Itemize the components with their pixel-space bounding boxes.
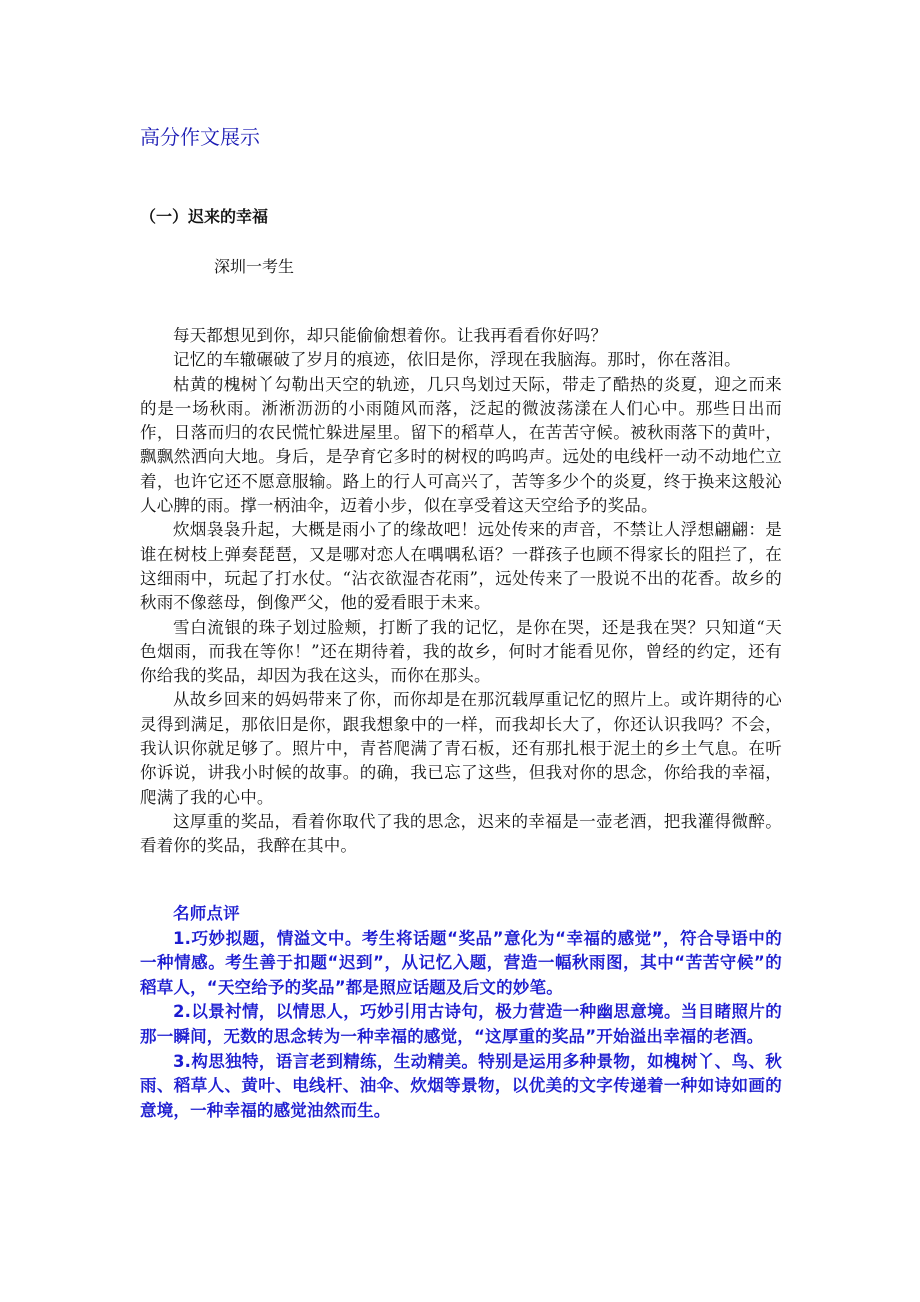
essay-paragraph-4: 炊烟袅袅升起，大概是雨小了的缘故吧！远处传来的声音，不禁让人浮想翩翩：是谁在树枝上弹奏琵琶，又是哪对恋人在喁喁私语？一群孩子也顾不得家长的阻拦了，在这细雨中，玩起了打水仗。“沾衣欲湿杏花雨”，远处传来了一股说不出的花香。故乡的秋雨不像慈母，倒像严父，他的爱看眼于未来。: [140, 520, 782, 613]
comment-point-1: 1.巧妙拟题，情溢文中。考生将话题“奖品”意化为“幸福的感觉”，符合导语中的一种情感。考生善于扣题“迟到”，从记忆入题，营造一幅秋雨图，其中“苦苦守候”的稻草人，“天空给予的奖品”都是照应话题及后文的妙笔。: [140, 928, 782, 997]
comment-point-2: 2.以景衬情，以情思人，巧妙引用古诗句，极力营造一种幽思意境。当目睹照片的那一瞬间，无数的思念转为一种幸福的感觉，“这厚重的奖品”开始溢出幸福的老酒。: [140, 1002, 782, 1046]
essay-paragraph-2: 记忆的车辙碾破了岁月的痕迹，依旧是你，浮现在我脑海。那时，你在落泪。: [173, 350, 741, 370]
essay-title: （一）迟来的幸福: [140, 207, 269, 226]
essay-paragraph-5: 雪白流银的珠子划过脸颊，打断了我的记忆，是你在哭，还是我在哭？只知道“天色烟雨，而我在等你！”还在期待着，我的故乡，何时才能看见你，曾经的约定，还有你给我的奖品，却因为我在这头，而你在那头。: [140, 617, 782, 686]
comment-point-3: 3.构思独特，语言老到精练，生动精美。特别是运用多种景物，如槐树丫、鸟、秋雨、稻草人、黄叶、电线杆、油伞、炊烟等景物，以优美的文字传递着一种如诗如画的意境，一种幸福的感觉油然而生。: [140, 1051, 782, 1120]
essay-paragraph-1: 每天都想见到你，却只能偷偷想着你。让我再看看你好吗？: [173, 326, 608, 345]
essay-paragraph-3: 枯黄的槐树丫勾勒出天空的轨迹，几只鸟划过天际，带走了酷热的炎夏，迎之而来的是一场秋雨。淅淅沥沥的小雨随风而落，泛起的微波荡漾在人们心中。那些日出而作，日落而归的农民慌忙躲进屋里。留下的稻草人，在苦苦守候。被秋雨落下的黄叶，飘飘然洒向大地。身后，是孕育它多时的树杈的呜呜声。远处的电线杆一动不动地伫立着，也许它还不愿意服输。路上的行人可高兴了，苦等多少个的炎夏，终于换来这般沁人心脾的雨。撑一柄油伞，迈着小步，似在享受着这天空给予的奖品。: [140, 374, 782, 516]
essay-paragraph-6: 从故乡回来的妈妈带来了你，而你却是在那沉载厚重记忆的照片上。或许期待的心灵得到满足，那依旧是你，跟我想象中的一样，而我却长大了，你还认识我吗？不会，我认识你就足够了。照片中，青苔爬满了青石板，还有那扎根于泥土的乡土气息。在听你诉说，讲我小时候的故事。的确，我已忘了这些，但我对你的思念，你给我的幸福，爬满了我的心中。: [140, 690, 782, 807]
comment-heading: 名师点评: [173, 904, 240, 923]
essay-author: 深圳一考生: [214, 257, 295, 276]
teacher-comment: [140, 902, 782, 1123]
essay-body: [140, 324, 782, 859]
page-title: 高分作文展示: [140, 125, 260, 149]
essay-paragraph-7: 这厚重的奖品，看着你取代了我的思念，迟来的幸福是一壶老酒，把我灌得微醉。看着你的奖品，我醉在其中。: [140, 811, 782, 856]
